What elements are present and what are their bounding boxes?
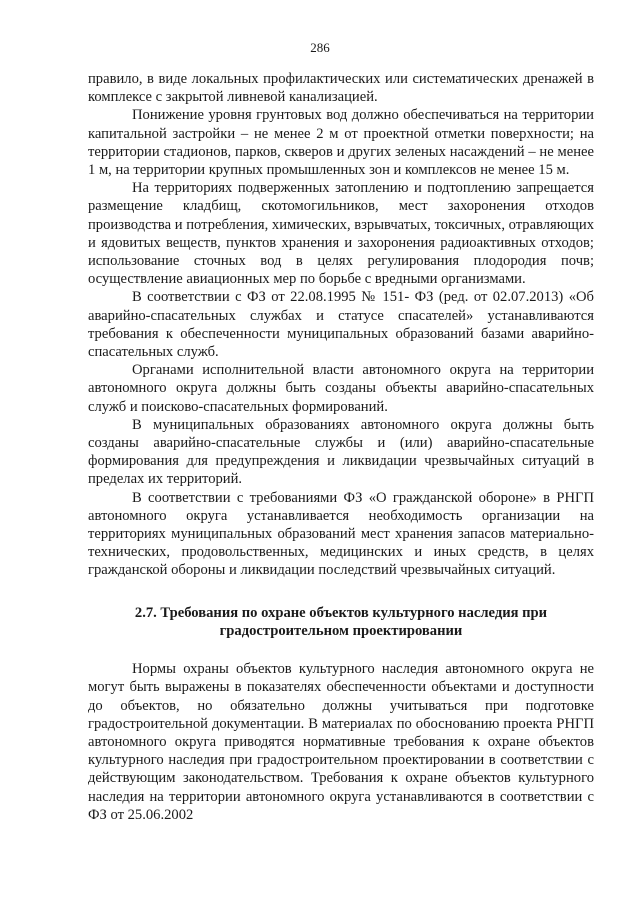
paragraph-municipal-rescue: В муниципальных образованиях автономного округа должны быть созданы аварийно-спасательные службы и (или) аварийно-спасательные формирования для предупреждения и ликвидации чрезвычайных ситуаций в пределах их территорий.	[88, 416, 594, 488]
paragraph-civil-defense: В соответствии с требованиями ФЗ «О гражданской обороне» в РНГП автономного округа устанавливается необходимость организации на территориях муниципальных образований мест хранения запасов материально-технических, продовольственных, медицинских и иных средств, в целях гражданской обороны и ликвидации последствий чрезвычайных ситуаций.	[88, 489, 594, 579]
section-heading	[88, 604, 594, 640]
spacer	[88, 580, 594, 604]
paragraph-rescue-law: В соответствии с ФЗ от 22.08.1995 № 151- ФЗ (ред. от 02.07.2013) «Об аварийно-спасательных службах и статусе спасателей» устанавливаются требования к обеспеченности муниципальных образований базами аварийно-спасательных служб.	[88, 289, 594, 361]
paragraph-groundwater: Понижение уровня грунтовых вод должно обеспечиваться на территории капитальной застройки – не менее 2 м от проектной отметки поверхности; на территории стадионов, парков, скверов и других зеленых насаждений – не менее 1 м, на территории крупных промышленных зон и комплексов не менее 15 м.	[88, 107, 594, 179]
paragraph-flood-zones: На территориях подверженных затоплению и подтоплению запрещается размещение кладбищ, скотомогильников, мест захоронения отходов производства и потребления, химических, взрывчатых, токсичных, отравляющих и ядовитых веществ, пунктов хранения и захоронения радиоактивных отходов; использование сточных вод в целях регулирования плодородия почв; осуществление авиационных мер по борьбе с вредными организмами.	[88, 180, 594, 288]
spacer	[88, 640, 594, 660]
paragraph-continuation: правило, в виде локальных профилактических или систематических дренажей в комплексе с закрытой ливневой канализацией.	[88, 71, 594, 106]
document-body	[88, 70, 594, 824]
page-number: 286	[310, 40, 330, 55]
section-heading-line-1: 2.7. Требования по охране объектов культурного наследия при	[134, 604, 548, 621]
paragraph-executive-bodies: Органами исполнительной власти автономного округа на территории автономного округа должны быть созданы объекты аварийно-спасательных служб и поисково-спасательных формирований.	[88, 362, 594, 415]
section-heading-line-2: градостроительном проектировании	[219, 622, 463, 639]
paragraph-cultural-heritage: Нормы охраны объектов культурного наследия автономного округа не могут быть выражены в показателях обеспеченности объектами и доступности до объектов, но обязательно должны учитываться при подготовке градостроительной документации. В материалах по обоснованию проекта РНГП автономного округа приводятся нормативные требования к охране объектов культурного наследия при градостроительном проектировании в соответствии с действующим законодательством. Требования к охране объектов культурного наследия на территории автономного округа устанавливаются в соответствии с ФЗ от 25.06.2002	[88, 661, 594, 823]
